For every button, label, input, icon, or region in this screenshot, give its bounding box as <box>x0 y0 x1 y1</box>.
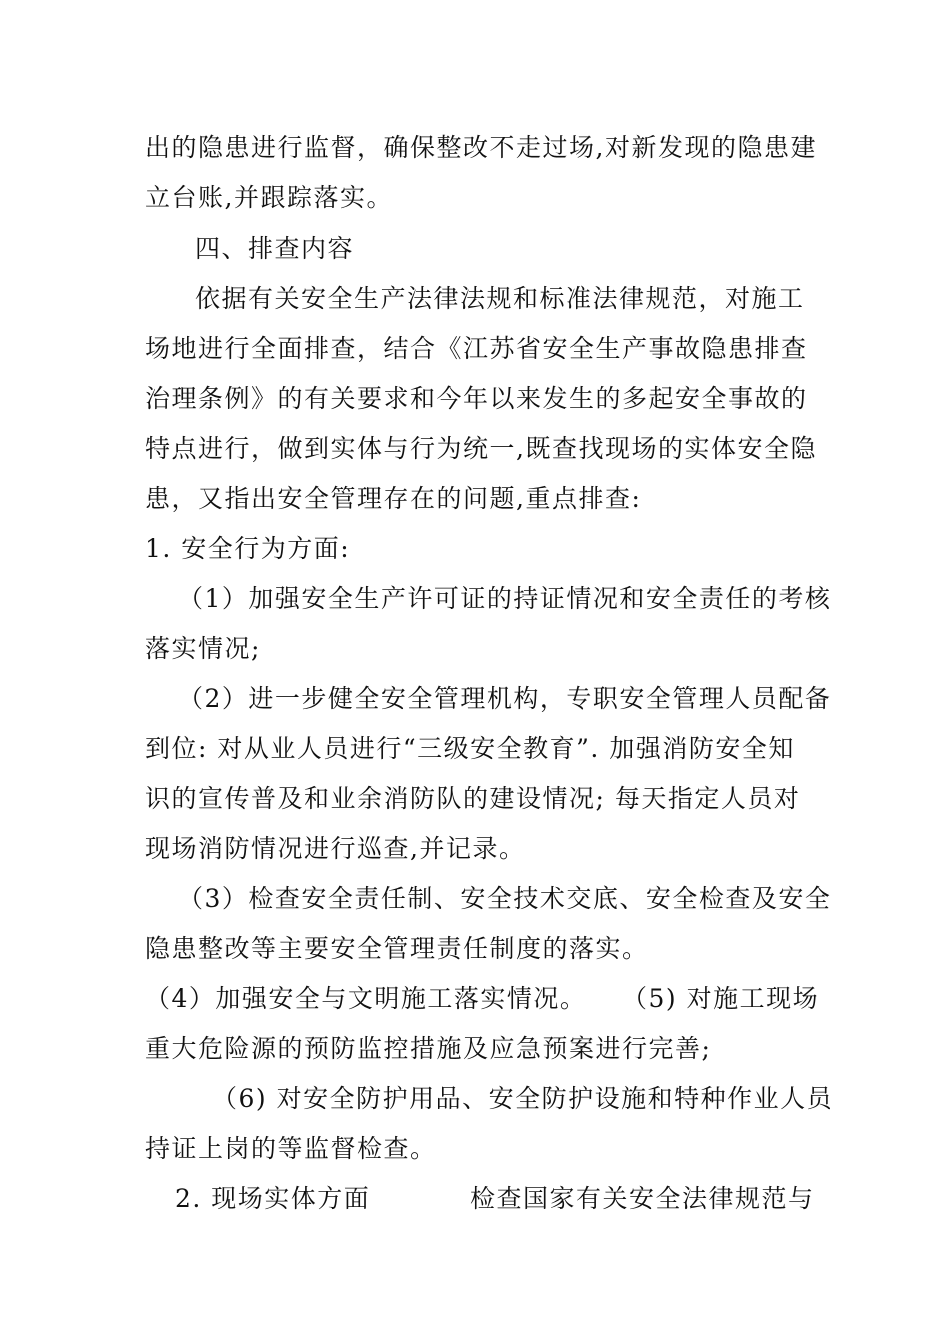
paragraph-line: 立台账,并跟踪落实。 <box>145 183 393 212</box>
paragraph-line: 检查国家有关安全法律规范与 <box>470 1184 815 1213</box>
list-item: （3）检查安全责任制、安全技术交底、安全检查及安全 <box>178 884 832 913</box>
list-item: （1）加强安全生产许可证的持证情况和安全责任的考核 <box>178 584 832 613</box>
paragraph-line: 现场消防情况进行巡查,并记录。 <box>145 834 526 863</box>
list-item: （5) 对施工现场 <box>622 984 820 1013</box>
paragraph-line: 重大危险源的预防监控措施及应急预案进行完善; <box>145 1034 712 1063</box>
paragraph-line: 隐患整改等主要安全管理责任制度的落实。 <box>145 934 649 963</box>
list-item: （4）加强安全与文明施工落实情况。 <box>145 984 587 1013</box>
section-heading: 四、排查内容 <box>195 234 355 263</box>
paragraph-line: 到位: 对从业人员进行“三级安全教育”. 加强消防安全知 <box>145 734 795 763</box>
list-item: （2）进一步健全安全管理机构，专职安全管理人员配备 <box>178 684 832 713</box>
paragraph-line: 出的隐患进行监督，确保整改不走过场,对新发现的隐患建 <box>145 133 817 162</box>
paragraph-line: 依据有关安全生产法律法规和标准法律规范，对施工 <box>195 284 805 313</box>
paragraph-line: 患，又指出安全管理存在的问题,重点排查: <box>145 484 642 513</box>
paragraph-line: 持证上岗的等监督检查。 <box>145 1134 437 1163</box>
paragraph-line: 治理条例》的有关要求和今年以来发生的多起安全事故的 <box>145 384 808 413</box>
paragraph-line: 落实情况; <box>145 634 261 663</box>
paragraph-line: 场地进行全面排查，结合《江苏省安全生产事故隐患排查 <box>145 334 808 363</box>
list-item-heading: 2. 现场实体方面 <box>175 1184 371 1213</box>
list-item: （6) 对安全防护用品、安全防护设施和特种作业人员 <box>212 1084 834 1113</box>
paragraph-line: 特点进行，做到实体与行为统一,既查找现场的实体安全隐 <box>145 434 817 463</box>
paragraph-line: 识的宣传普及和业余消防队的建设情况; 每天指定人员对 <box>145 784 801 813</box>
list-item-heading: 1. 安全行为方面: <box>145 534 351 563</box>
